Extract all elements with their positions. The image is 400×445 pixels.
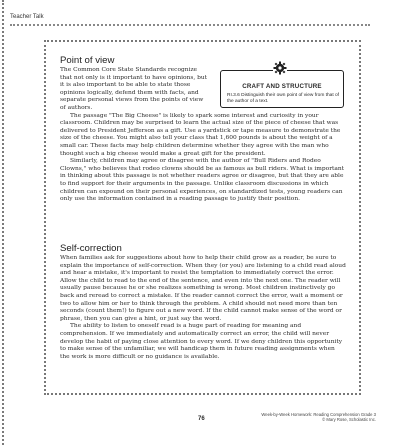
craft-structure-callout: [220, 70, 344, 108]
section-title-self-correction: Self-correction: [60, 243, 122, 254]
callout-title: CRAFT AND STRUCTURE: [242, 83, 322, 90]
paragraph: The Common Core State Standards recognize that not only is it important to have opinions, but it is also important to be able to state those opinions logically, defend them with facts, and separate personal views from the points of view of authors.: [60, 67, 208, 111]
self-correction-section: [60, 243, 346, 361]
page-edge-rule: [2, 0, 10, 445]
header-label: Teacher Talk: [10, 14, 44, 20]
paragraph: Similarly, children may agree or disagree with the author of "Bull Riders and Rodeo Clowns," who believes that rodeo clowns should be as famous as bull riders. What is important in thinking about this passage is not whether readers agree or disagree, but that they are able to find support for their arguments in the passage. Unlike classroom discussions in which children can expound on their personal experiences, on standardized tests, young readers can only use the information contained in a reading passage to justify their position.: [60, 158, 345, 203]
callout-text: RI.3.6 Distinguish their own point of view from that of the author of a text.: [227, 93, 339, 104]
credit-line: Week-by-Week Homework: Reading Comprehension Grade 3: [261, 412, 376, 417]
page-number: 76: [198, 416, 205, 422]
gear-icon: [273, 60, 287, 74]
footer-credit: [261, 412, 376, 422]
paragraph: When families ask for suggestions about how to help their child grow as a reader, be sure to explain the importance of self-correction. When they (or you) are listening to a child read aloud and hear a mistake, it's important to resist the temptation to immediately correct the error. Allow the child to read to the end of the sentence, and even into the next one. The reader will usually pause because he or she realizes something is wrong. Most children instinctively go back and reread to correct a mistake. If the reader cannot correct the error, wait a moment or two to allow him or her to think through the problem. A child should not need more than ten seconds (count them!) to figure out a new word. If the child cannot make sense of the word or phrase, then you can give a hint, or just say the word.: [60, 255, 346, 322]
credit-line: © Mary Rose, Scholastic Inc.: [322, 417, 376, 422]
header-divider: [10, 24, 370, 26]
section-title-point-of-view: Point of view: [60, 55, 115, 66]
paragraph: The ability to listen to oneself read is a huge part of reading for meaning and comprehension. If we immediately and automatically correct an error, the child will never develop the habit of paying close attention to every word. If we deny children this opportunity to make sense of the unfamiliar, we will handicap them in future reading assignments when the work is more difficult or no guidance is available.: [60, 323, 343, 360]
paragraph: The passage "The Big Cheese" is likely to spark some interest and curiosity in your classroom. Children may be surprised to learn the actual size of the piece of cheese that was delivered to President Jefferson as a gift. Use a yardstick or tape measure to demonstrate the size of the cheese. You might also tell your class that 1,600 pounds is about the weight of a small car. These facts may help children determine whether they agree with the man who thought such a big cheese would make a great gift for the president.: [60, 112, 341, 157]
